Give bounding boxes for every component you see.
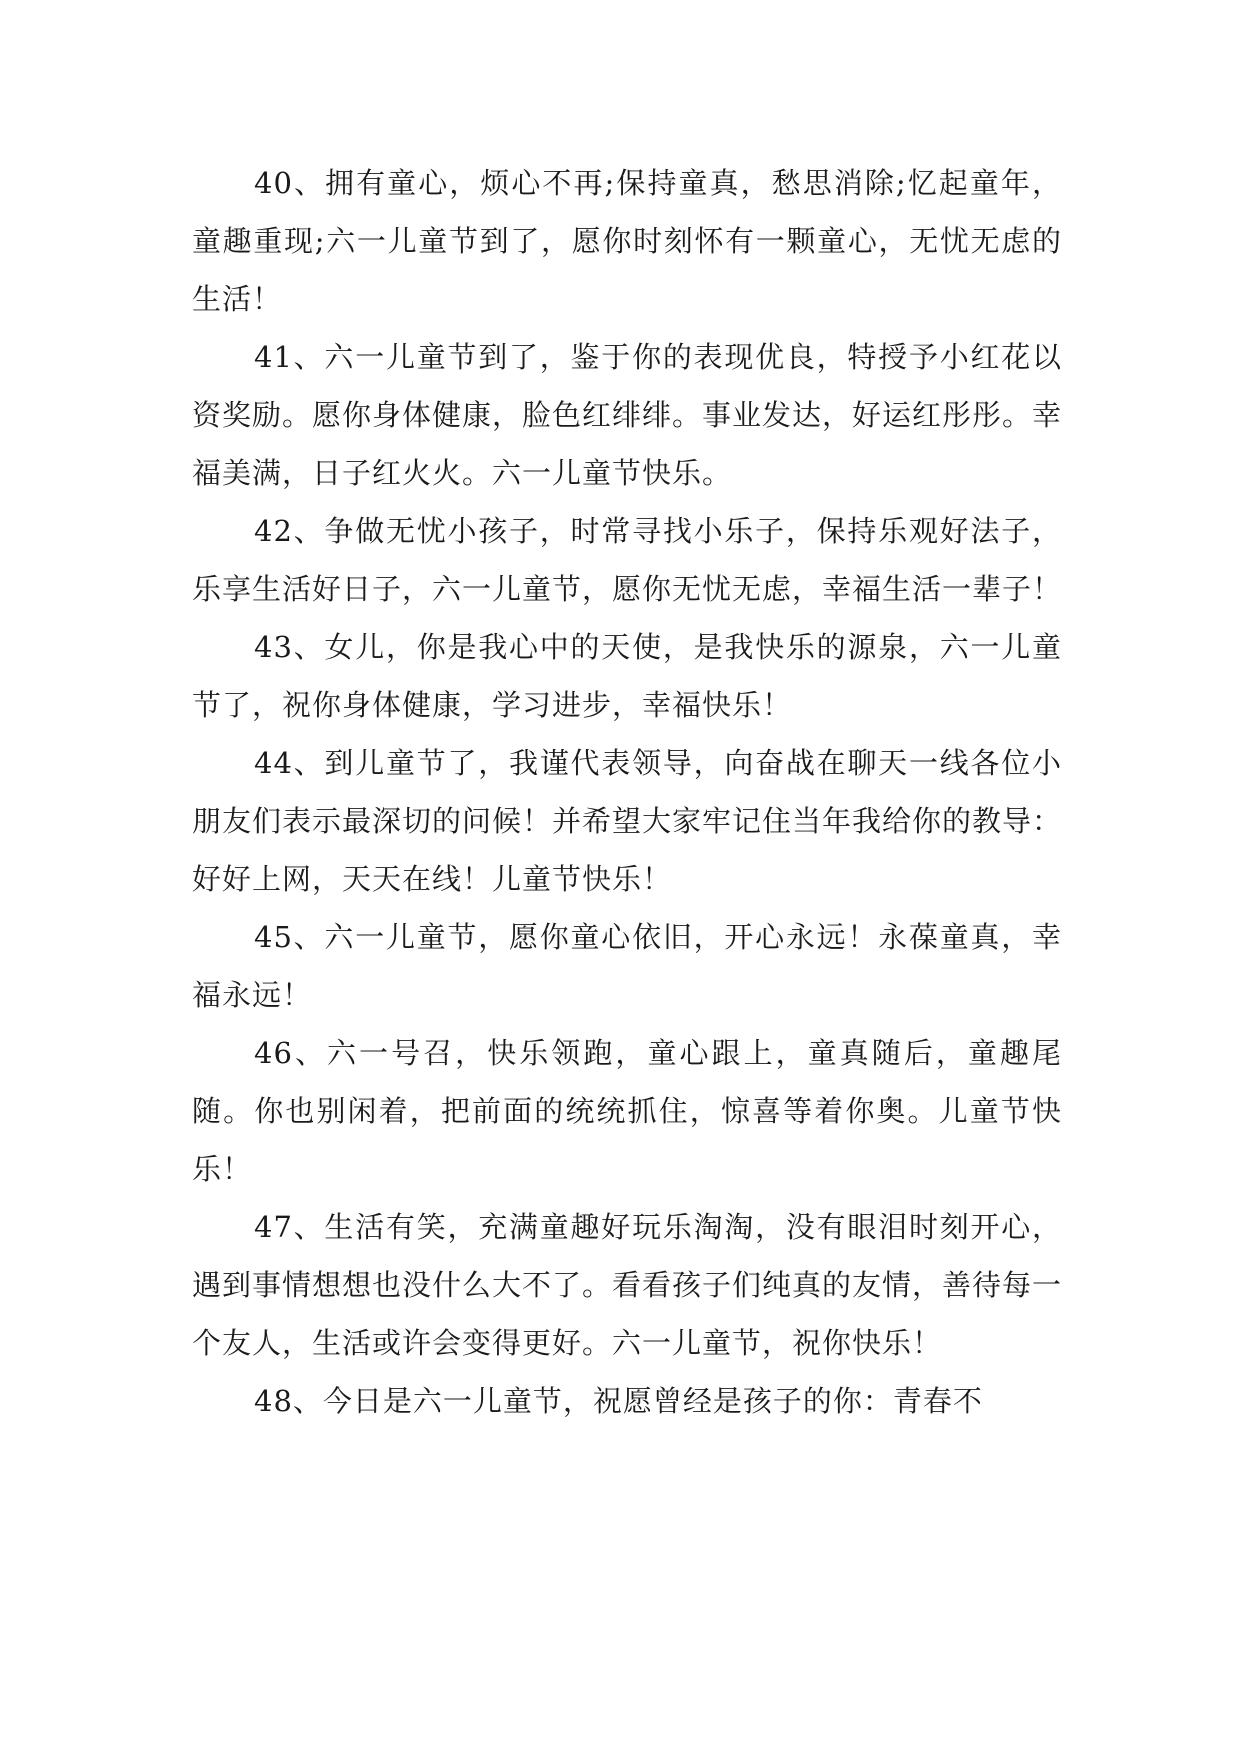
document-body	[192, 154, 1062, 1430]
paragraph-46: 46、六一号召，快乐领跑，童心跟上，童真随后，童趣尾随。你也别闲着，把前面的统统抓住，惊喜等着你奥。儿童节快乐！	[192, 1036, 1062, 1186]
paragraph-48: 48、今日是六一儿童节，祝愿曾经是孩子的你：青春不	[254, 1384, 983, 1418]
paragraph-41: 41、六一儿童节到了，鉴于你的表现优良，特授予小红花以资奖励。愿你身体健康，脸色红绯绯。事业发达，好运红彤彤。幸福美满，日子红火火。六一儿童节快乐。	[192, 340, 1063, 490]
paragraph-44: 44、到儿童节了，我谨代表领导，向奋战在聊天一线各位小朋友们表示最深切的问候！并希望大家牢记住当年我给你的教导：好好上网，天天在线！儿童节快乐！	[192, 746, 1063, 896]
paragraph-42: 42、争做无忧小孩子，时常寻找小乐子，保持乐观好法子，乐享生活好日子，六一儿童节，愿你无忧无虑，幸福生活一辈子！	[192, 514, 1063, 606]
paragraph-40: 40、拥有童心，烦心不再;保持童真，愁思消除;忆起童年，童趣重现;六一儿童节到了，愿你时刻怀有一颗童心，无忧无虑的生活！	[192, 166, 1062, 316]
paragraph-43: 43、女儿，你是我心中的天使，是我快乐的源泉，六一儿童节了，祝你身体健康，学习进步，幸福快乐！	[192, 630, 1062, 722]
paragraph-45: 45、六一儿童节，愿你童心依旧，开心永远！永葆童真，幸福永远！	[192, 920, 1062, 1012]
paragraph-47: 47、生活有笑，充满童趣好玩乐淘淘，没有眼泪时刻开心，遇到事情想想也没什么大不了。看看孩子们纯真的友情，善待每一个友人，生活或许会变得更好。六一儿童节，祝你快乐！	[192, 1210, 1063, 1360]
